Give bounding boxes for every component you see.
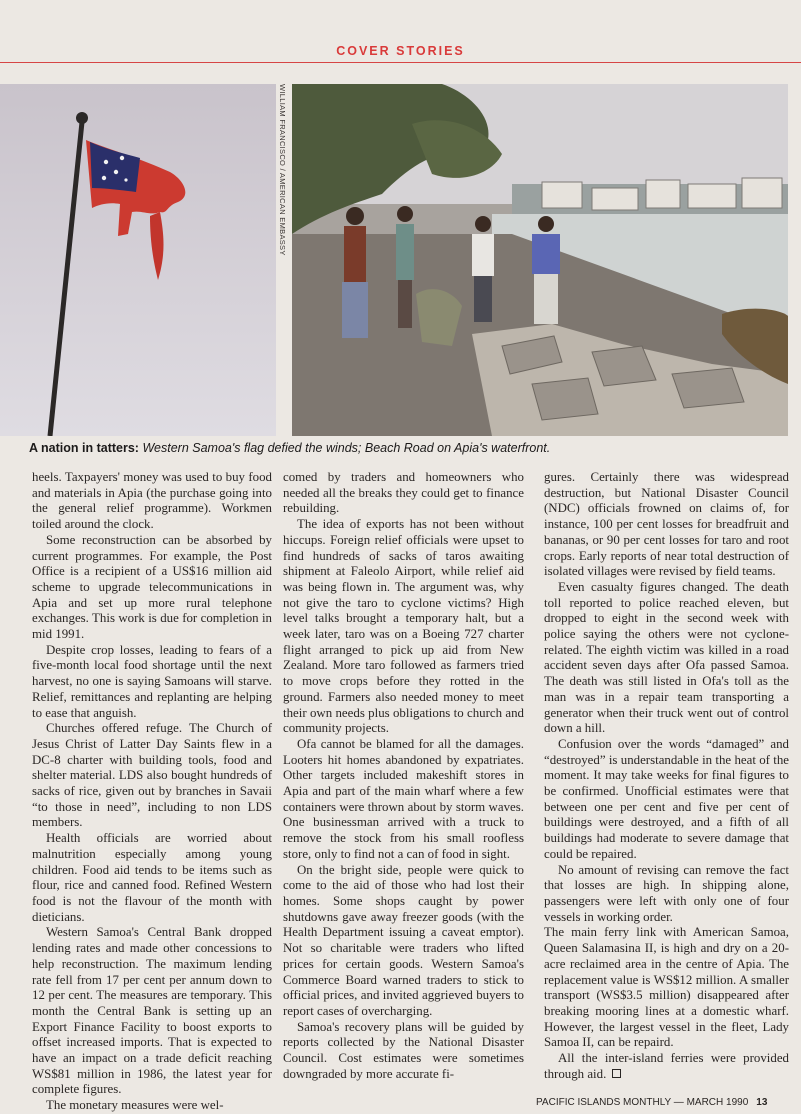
paragraph: comed by traders and homeowners who needed all the breaks they could get to finance rebuilding.	[283, 470, 524, 516]
paragraph-text: All the inter-island ferries were provided through aid.	[544, 1051, 789, 1081]
paragraph: Confusion over the words “damaged” and “destroyed” is understandable in the heat of the moment. It may take weeks for final figures to be confirmed. Unofficial estimates were that between one per cent and five per cent of buildings were destroyed, and a fifth of all buildings had moderate to severe damage that could be repaired.	[544, 736, 789, 861]
paragraph: Western Samoa's Central Bank dropped lending rates and made other concessions to help reconstruction. The maximum lending rate fell from 17 per cent per annum down to 12 per cent. The measures are temporary. This month the Central Bank is setting up an Export Finance Facility to boost exports to offset increased imports. That is expected to have an impact on a trade deficit reaching WS$81 million in 1986, the latest year for complete figures.	[32, 925, 272, 1097]
header-rule	[0, 62, 801, 63]
paragraph: On the bright side, people were quick to come to the aid of those who had lost their homes. Some shops caught by power shutdowns gave away freezer goods (with the Health Department issuing a caveat emptor). Not so charitable were traders who lifted prices for certain goods. Western Samoa's Commerce Board warned traders to stick to official prices, and invited aggrieved buyers to report cases of overcharging.	[283, 862, 524, 1018]
paragraph: Ofa cannot be blamed for all the damages. Looters hit homes abandoned by expatriates. Other targets included makeshift stores in Apia and part of the main wharf where a few containers were thrown about by storm waves. One businessman arrived with a truck to remove the stock from his small roofless store, only to find not a can of food in sight.	[283, 736, 524, 861]
article-column-2	[283, 470, 524, 1082]
paragraph-last	[544, 1051, 789, 1082]
waterfront-photo	[292, 84, 788, 436]
photo-caption	[29, 441, 789, 455]
publication-name: PACIFIC ISLANDS MONTHLY — MARCH 1990	[536, 1097, 749, 1108]
caption-lead: A nation in tatters:	[29, 441, 139, 455]
page-footer	[536, 1097, 767, 1108]
waterfront-illustration	[292, 84, 788, 436]
paragraph: The main ferry link with American Samoa, Queen Salamasina II, is high and dry on a 20-acre reclaimed area in the centre of Apia. The replacement value is WS$12 million. A smaller transport (WS$3.5 million) disappeared after breaking mooring lines at a domestic wharf. However, the largest vessel in the fleet, Lady Samoa II, can be repaird.	[544, 925, 789, 1050]
paragraph: The monetary measures were wel-	[46, 1098, 224, 1113]
section-title: COVER STORIES	[336, 44, 465, 58]
photo-credit	[276, 84, 291, 436]
paragraph: Health officials are worried about malnutrition especially among young children. Food aid tends to be items such as flour, rice and canned food. Refined Western food is not the flavour of the month with dieticians.	[32, 831, 272, 924]
paragraph: Samoa's recovery plans will be guided by reports collected by the National Disaster Council. Cost estimates were sometimes downgraded by more accurate fi-	[283, 1019, 524, 1081]
paragraph: Some reconstruction can be absorbed by current programmes. For example, the Post Office is a recipient of a US$16 million aid scheme to upgrade telecommunications in Apia and set up more rural telephone exchanges. This work is due for completion in mid 1991.	[32, 532, 272, 642]
flag-illustration	[0, 84, 276, 436]
article-column-1	[32, 470, 272, 1114]
paragraph: Churches offered refuge. The Church of Jesus Christ of Latter Day Saints flew in a DC-8 charter with building tools, food and shelter material. LDS also bought hundreds of sacks of rice, given out by branches in Savaii “to those in need”, including to non LDS members.	[32, 721, 272, 830]
article-column-3	[544, 470, 789, 1082]
paragraph: Even casualty figures changed. The death toll reported to police reached eleven, but dropped to eight in the second week with police saying the others were not cyclone-related. The eighth victim was killed in a road accident seven days after Ofa passed Samoa. The death was still listed in Ofa's toll as the man was in a repair team transporting a generator when their truck went out of control down a hill.	[544, 579, 789, 736]
paragraph: Despite crop losses, leading to fears of a five-month local food shortage until the next harvest, no one is saying Samoans will starve. Relief, remittances and replanting are helping to ease that anguish.	[32, 642, 272, 720]
paragraph: No amount of revising can remove the fact that losses are high. In shipping alone, passengers were left with only one of four vessels in working order.	[544, 862, 789, 924]
page-number: 13	[756, 1097, 768, 1108]
paragraph: heels. Taxpayers' money was used to buy food and materials in Apia (the purchase going into the general relief programme). Workmen toiled around the clock.	[32, 470, 272, 532]
caption-text: Western Samoa's flag defied the winds; Beach Road on Apia's waterfront.	[142, 441, 551, 455]
photo-credit-text: WILLIAM FRANCISCO / AMERICAN EMBASSY	[278, 84, 287, 256]
flag-photo	[0, 84, 276, 436]
paragraph: The idea of exports has not been without hiccups. Foreign relief officials were upset to find hundreds of sacks of taros awaiting shipment at Faleolo Airport, while relief aid was being flown in. The argument was, why not give the taro to cyclone victims? High level talks brought a temporary halt, but a week later, taro was on a Boeing 727 charter flight arranged to pick up aid from New Zealand. More taro followed as farmers tried to move crops before they rotted in the ground. Farmers also needed money to meet their own needs plus obligations to church and community projects.	[283, 517, 524, 736]
end-of-article-mark	[612, 1069, 621, 1078]
paragraph: gures. Certainly there was widespread destruction, but National Disaster Council (NDC) officials frowned on claims of, for instance, 100 per cent losses for breadfruit and bananas, or 90 per cent losses for taro and root crops. Early reports of near total destruction of isolated villages were revised by field teams.	[544, 470, 789, 579]
